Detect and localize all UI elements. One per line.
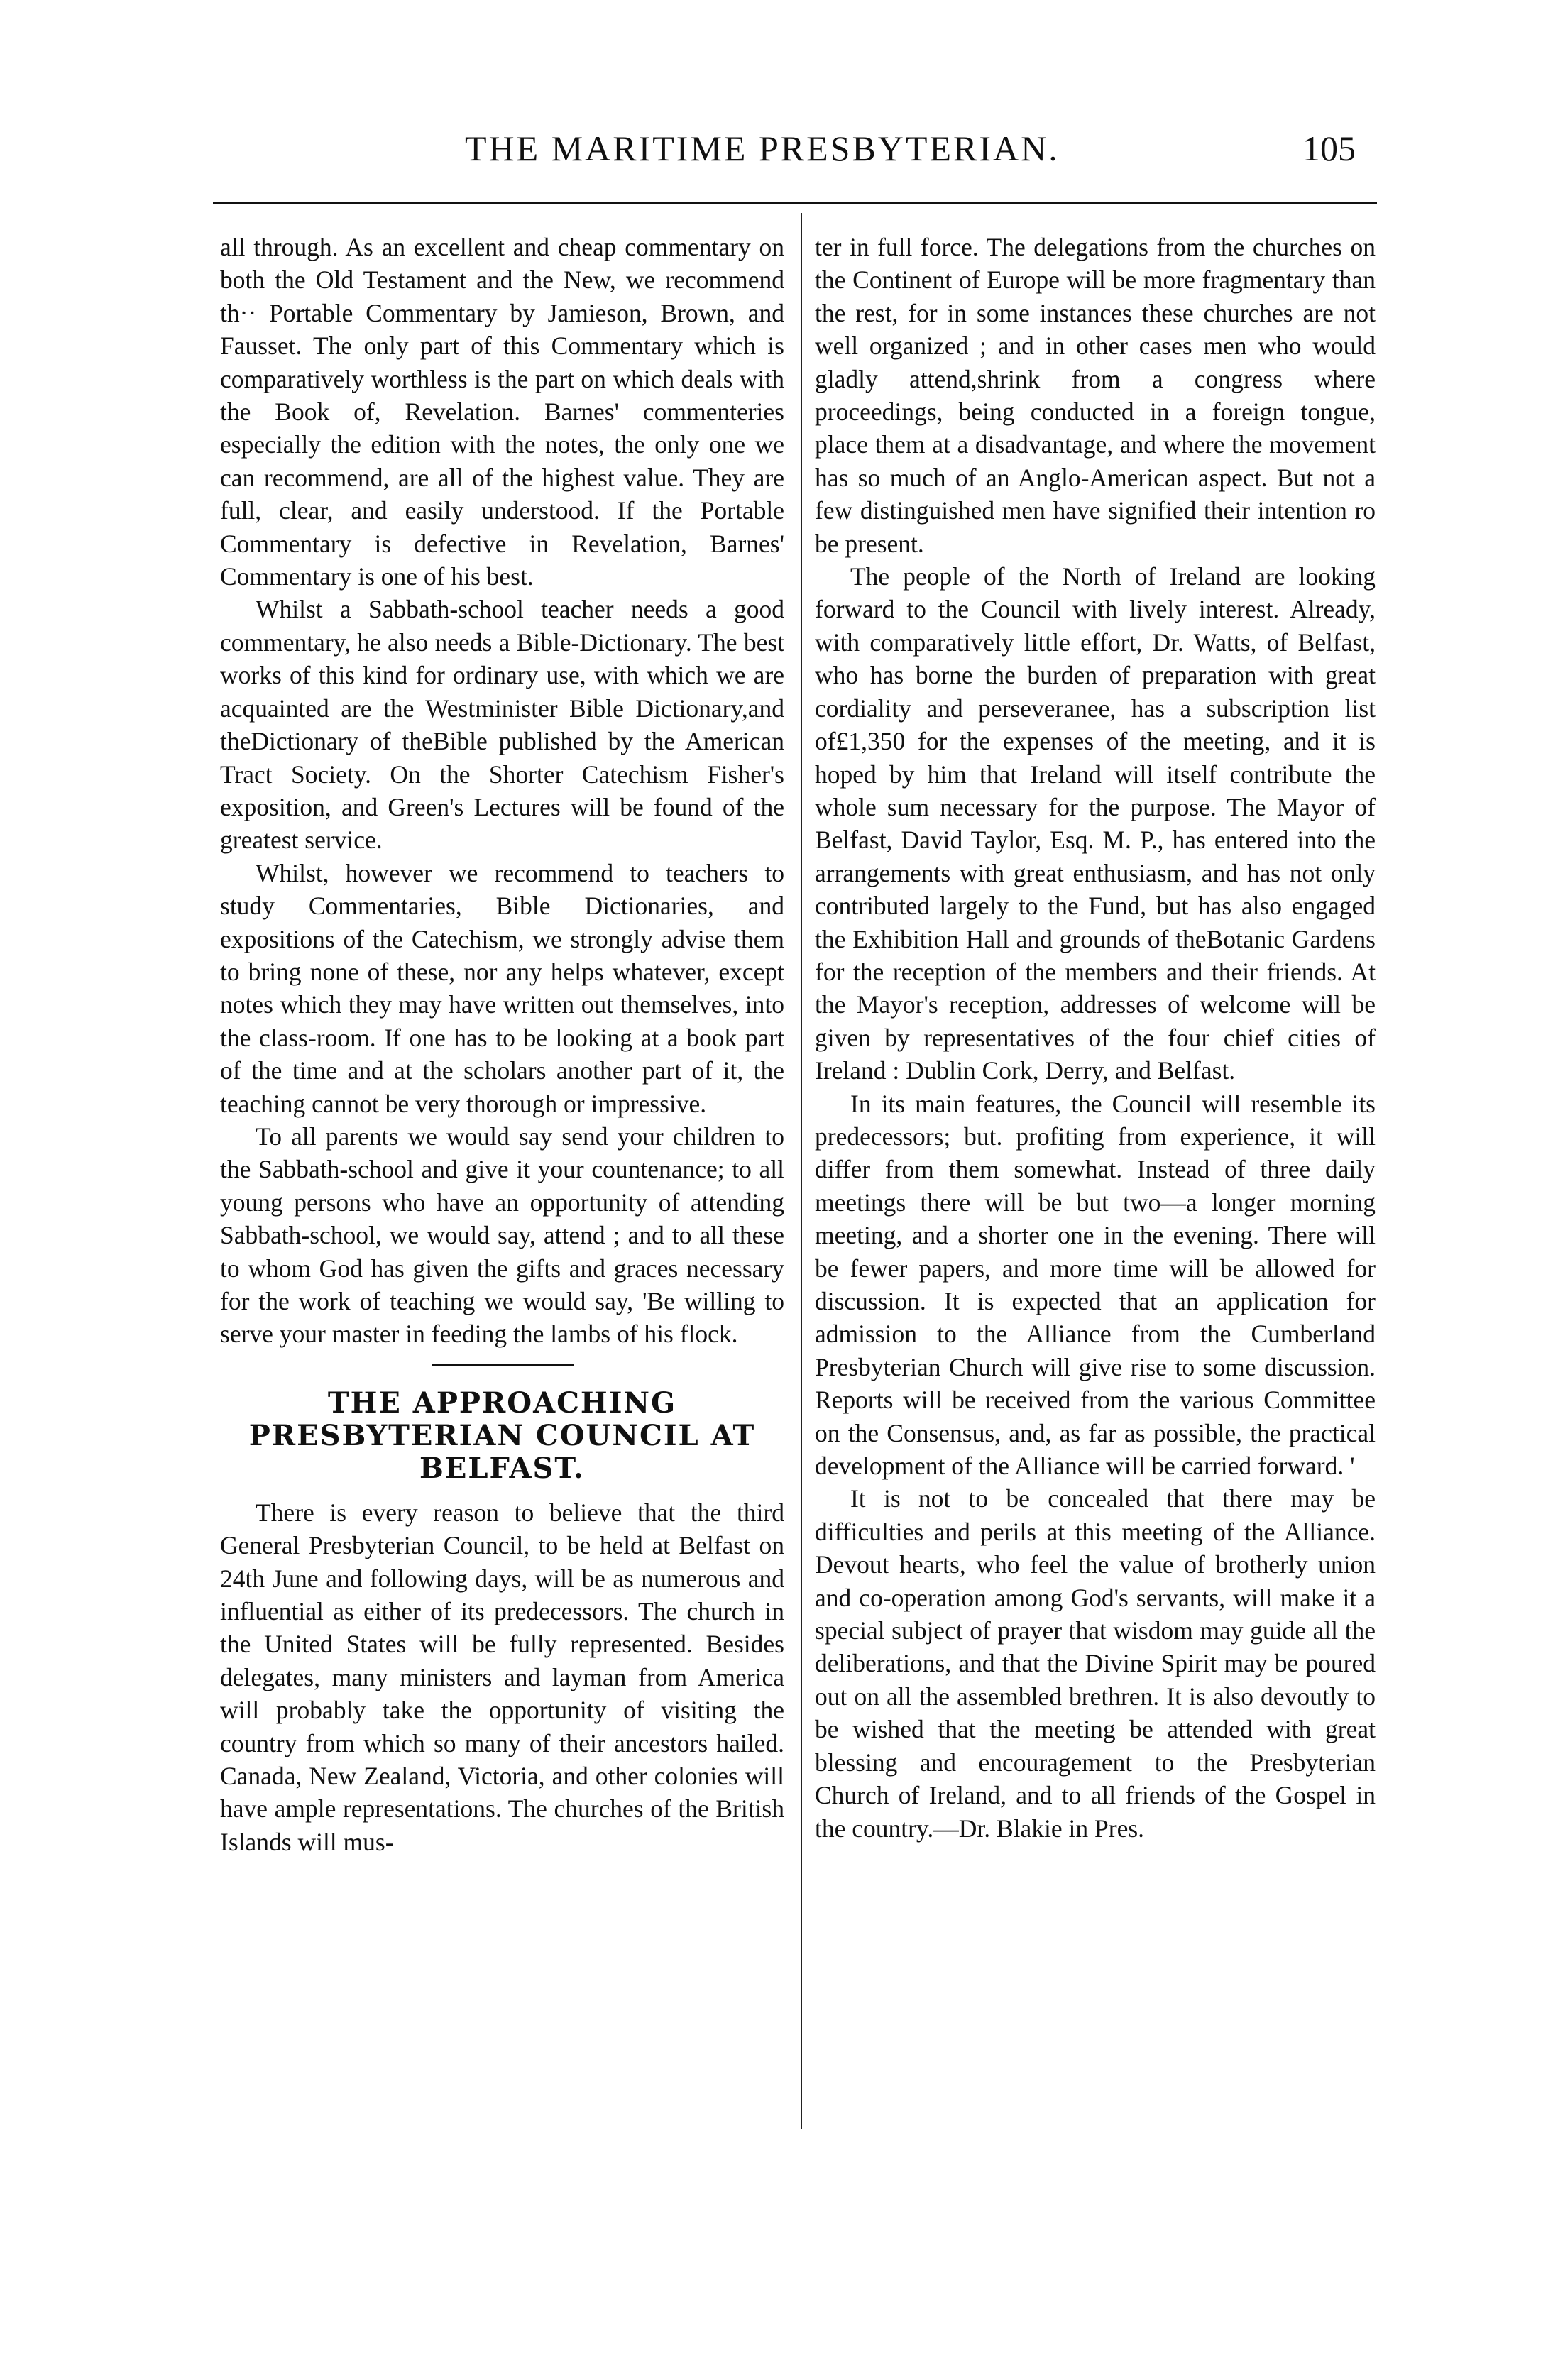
running-title: THE MARITIME PRESBYTERIAN. (465, 128, 1060, 168)
header-rule (213, 202, 1377, 204)
paragraph: There is every reason to believe that the third General Presbyterian Council, to be held at Belfast on 24th June and following days, will be as numerous and influential as either of its predecessors. The church in the United States will be fully represented. Besides delegates, many ministers and layman from America will probably take the opportunity of visiting the country from which so many of their ancestors hailed. Canada, New Zealand, Victoria, and other colonies will have ample representations. The churches of the British Islands will mus- (220, 1498, 784, 1856)
article-divider-rule (432, 1364, 574, 1366)
paragraph: The people of the North of Ireland are looking forward to the Council with lively interest. Already, with comparatively little effort, Dr. Watts, of Belfast, who has borne the burden of preparation with great cordiality and perseveranee, has a subscription list of£1,350 for the expenses of the meeting, and it is hoped by him that Ireland will itself contribute the whole sum necessary for the purpose. The Mayor of Belfast, David Taylor, Esq. M. P., has entered into the arrangements with great enthusiasm, and has not only contributed largely to the Fund, but has also engaged the Exhibition Hall and grounds of theBotanic Gardens for the reception of the members and their friends. At the Mayor's reception, addresses of welcome will be given by representatives of the four chief cities of Ireland : Dublin Cork, Derry, and Belfast. (815, 562, 1376, 1085)
paragraph: ter in full force. The delegations from the churches on the Continent of Europe will be more fragmentary than the rest, for in some instances these churches are not well organized ; and in other cases men who would gladly attend,shrink from a congress where proceedings, being conducted in a foreign tongue, place them at a disadvantage, and where the movement has so much of an Anglo-American aspect. But not a few distinguished men have signified their intention ro be present. (815, 233, 1376, 558)
paragraph: It is not to be concealed that there may be difficulties and perils at this meeting of the Alliance. Devout hearts, who feel the value of brotherly union and co-operation among God's servants, will make it a special subject of prayer that wisdom may guide all the deliberations, and that the Divine Spirit may be poured out on all the assembled brethren. It is also devoutly to be wished that the meeting be attended with great blessing and encouragement to the Presbyterian Church of Ireland, and to all friends of the Gospel in the country.—Dr. Blakie in Pres. (815, 1484, 1376, 1843)
paragraph: To all parents we would say send your children to the Sabbath-school and give it your countenance; to all young persons who have an opportunity of attending Sabbath-school, we would say, attend ; and to all these to whom God has given the gifts and graces necessary for the work of teaching we would say, 'Be willing to serve your master in feeding the lambs of his flock. (220, 1122, 784, 1349)
right-column (815, 231, 1376, 1845)
paragraph: In its main features, the Council will resemble its predecessors; but. profiting from experience, it will differ from them somewhat. Instead of three daily meetings there will be but two—a longer morning meeting, and a shorter one in the evening. There will be fewer papers, and more time will be allowed for discussion. It is expected that an application for admission to the Alliance from the Cumberland Presbyterian Church will give rise to some discussion. Reports will be received from the various Committee on the Consensus, and, as far as possible, the practical development of the Alliance will be carried forward. ' (815, 1089, 1376, 1481)
column-divider (801, 213, 802, 2129)
article-heading: THE APPROACHING PRESBYTERIAN COUNCIL AT BELFAST. (248, 1386, 756, 1485)
page-number: 105 (1302, 128, 1356, 168)
paragraph: all through. As an excellent and cheap commentary on both the Old Testament and the New, we recommend th·· Portable Commentary by Jamieson, Brown, and Fausset. The only part of this Commentary which is comparatively worthless is the part on which deals with the Book of, Revelation. Barnes' commenteries especially the edition with the notes, the only one we can recommend, are all of the highest value. They are full, clear, and easily understood. If the Portable Commentary is defective in Revelation, Barnes' Commentary is one of his best. (220, 233, 784, 591)
page-header (206, 128, 1377, 185)
left-column (220, 231, 784, 1858)
paragraph: Whilst, however we recommend to teachers to study Commentaries, Bible Dictionaries, and expositions of the Catechism, we strongly advise them to bring none of these, nor any helps whatever, except notes which they may have written out themselves, into the class-room. If one has to be looking at a book part of the time and at the scholars another part of it, the teaching cannot be very thorough or impressive. (220, 858, 784, 1118)
paragraph: Whilst a Sabbath-school teacher needs a good commentary, he also needs a Bible-Dictionary. The best works of this kind for ordinary use, with which we are acquainted are the Westminister Bible Dictionary,and theDictionary of theBible published by the American Tract Society. On the Shorter Catechism Fisher's exposition, and Green's Lectures will be found of the greatest service. (220, 595, 784, 855)
